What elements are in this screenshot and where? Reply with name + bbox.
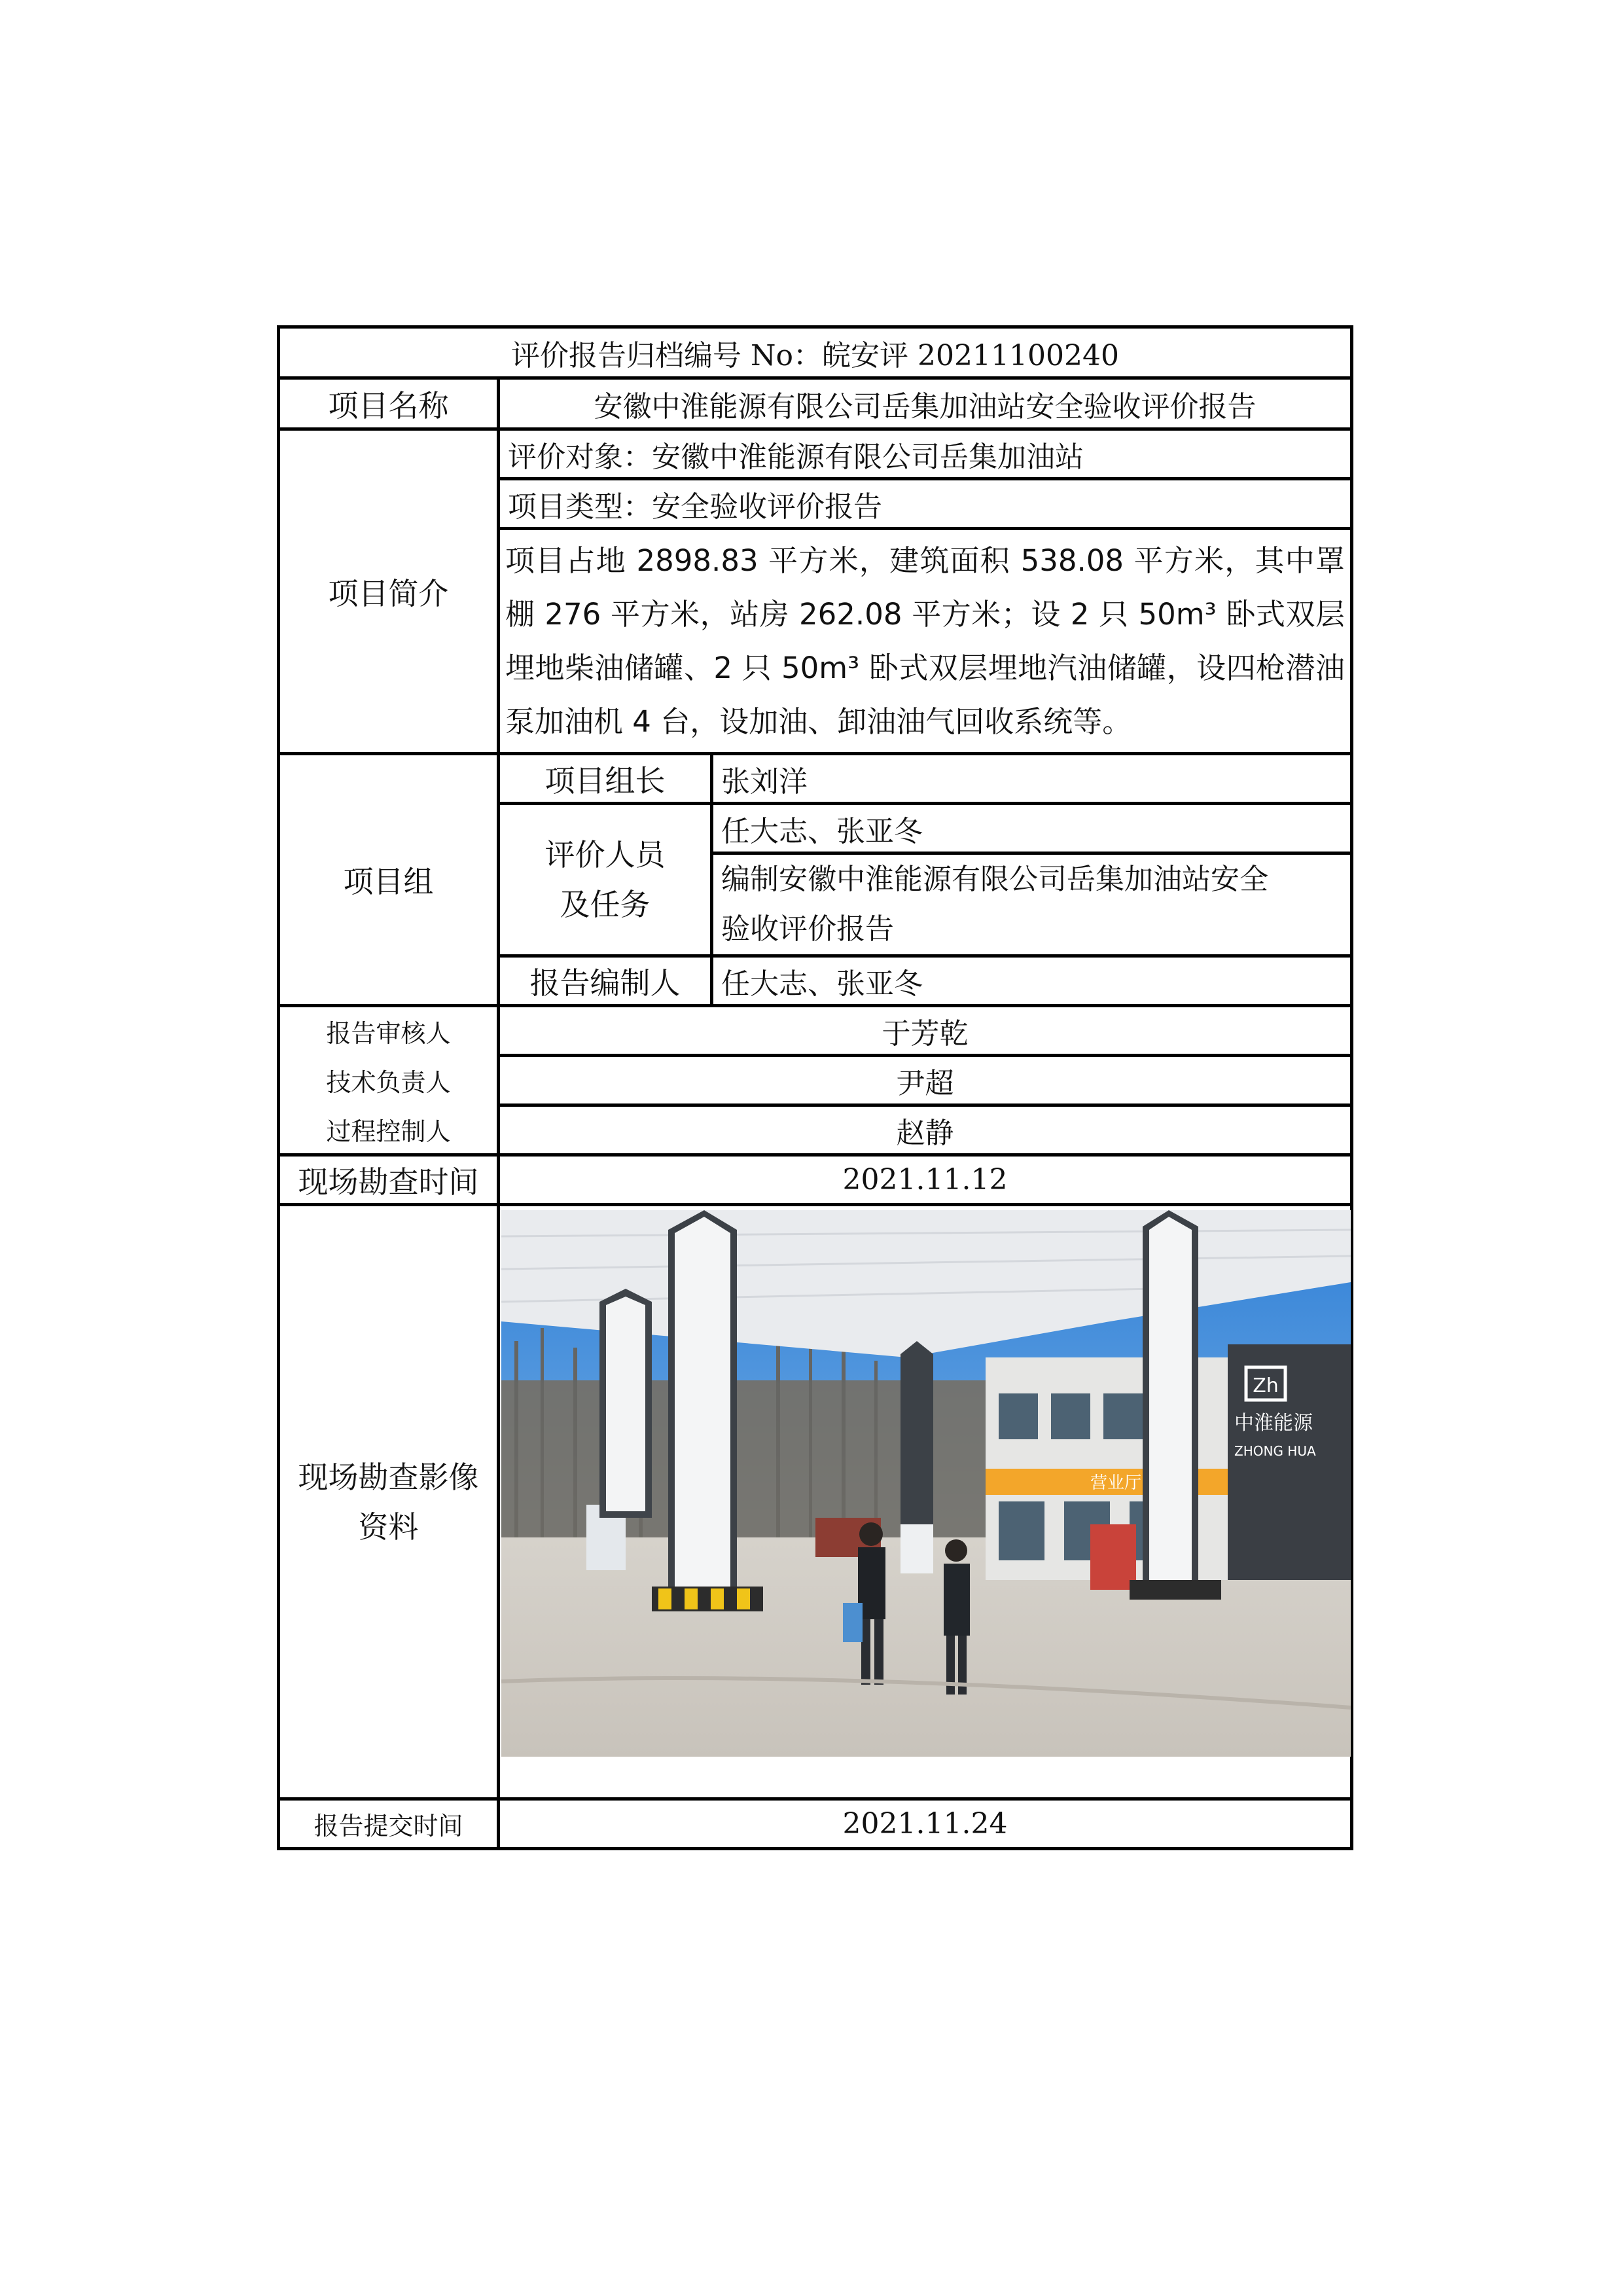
- evaluation-object: 评价对象：安徽中淮能源有限公司岳集加油站: [499, 429, 1352, 479]
- project-team-row: [279, 754, 1352, 804]
- evaluators-value: 任大志、张亚冬: [712, 804, 1352, 853]
- tech-lead-row: [279, 1056, 1352, 1105]
- survey-images-row: [279, 1205, 1352, 1799]
- team-leader-value: 张刘洋: [712, 754, 1352, 804]
- team-leader-label: 项目组长: [499, 754, 712, 804]
- survey-photo-cell: [499, 1205, 1352, 1799]
- tech-lead-label: 技术负责人: [279, 1056, 499, 1105]
- project-intro-label: 项目简介: [279, 429, 499, 754]
- report-cover-form: [277, 325, 1350, 1850]
- reviewer-value: 于芳乾: [499, 1006, 1352, 1056]
- project-name-value: 安徽中淮能源有限公司岳集加油站安全验收评价报告: [499, 378, 1352, 429]
- project-description: 项目占地 2898.83 平方米，建筑面积 538.08 平方米，其中罩棚 276 平方米，站房 262.08 平方米；设 2 只 50m³ 卧式双层埋地柴油储罐、2 只 50m³ 卧式双层埋地汽油储罐，设四枪潜油泵加油机 4 台，设加油、卸油油气回收系统等。: [499, 529, 1352, 754]
- project-name-row: [279, 378, 1352, 429]
- submit-time-row: [279, 1799, 1352, 1849]
- station-sign-sub: ZHONG HUA: [1234, 1443, 1316, 1459]
- tech-lead-value: 尹超: [499, 1056, 1352, 1105]
- project-type: 项目类型：安全验收评价报告: [499, 479, 1352, 529]
- submit-time-label: 报告提交时间: [279, 1799, 499, 1849]
- process-control-value: 赵静: [499, 1105, 1352, 1155]
- survey-time-value: 2021.11.12: [499, 1155, 1352, 1205]
- process-control-label: 过程控制人: [279, 1105, 499, 1155]
- compiler-label: 报告编制人: [499, 956, 712, 1006]
- reviewer-row: [279, 1006, 1352, 1056]
- survey-photo: [501, 1210, 1351, 1757]
- survey-time-label: 现场勘查时间: [279, 1155, 499, 1205]
- project-intro-row: [279, 429, 1352, 479]
- station-sign-text: 中淮能源: [1234, 1412, 1313, 1435]
- evaluators-task: 编制安徽中淮能源有限公司岳集加油站安全 验收评价报告: [712, 853, 1352, 956]
- submit-time-value: 2021.11.24: [499, 1799, 1352, 1849]
- project-name-label: 项目名称: [279, 378, 499, 429]
- station-logo-text: Zh: [1253, 1374, 1279, 1397]
- evaluators-label: 评价人员 及任务: [499, 804, 712, 956]
- gas-station-photo-icon: [501, 1210, 1351, 1757]
- survey-images-label: 现场勘查影像 资料: [279, 1205, 499, 1799]
- archive-row: [279, 327, 1352, 378]
- compiler-value: 任大志、张亚冬: [712, 956, 1352, 1006]
- survey-time-row: [279, 1155, 1352, 1205]
- project-team-label: 项目组: [279, 754, 499, 1006]
- shop-sign-text: 营业厅: [1090, 1473, 1142, 1493]
- process-control-row: [279, 1105, 1352, 1155]
- reviewer-label: 报告审核人: [279, 1006, 499, 1056]
- archive-number: 评价报告归档编号 No：皖安评 20211100240: [279, 327, 1352, 378]
